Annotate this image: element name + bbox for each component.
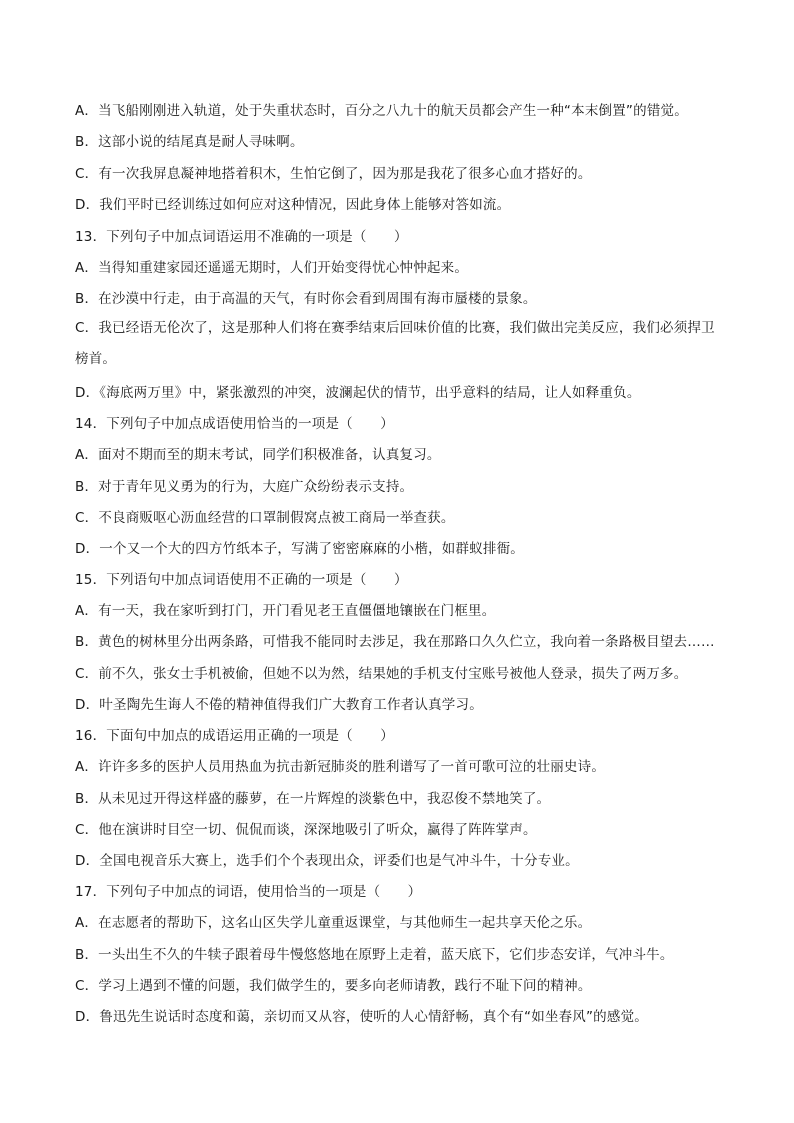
question-15: 15．下列语句中加点词语使用不正确的一项是（ ）: [75, 572, 408, 588]
question-16-option-c: C．他在演讲时目空一切、侃侃而谈，深深地吸引了听众，赢得了阵阵掌声。: [75, 822, 537, 838]
question-15-option-a: A．有一天，我在家听到打门，开门看见老王直僵僵地镶嵌在门框里。: [75, 603, 496, 619]
option-c-line: C．有一次我屏息凝神地搭着积木，生怕它倒了，因为那是我花了很多心血才搭好的。: [75, 166, 592, 182]
question-16-option-a: A．许许多多的医护人员用热血为抗击新冠肺炎的胜利谱写了一首可歌可泣的壮丽史诗。: [75, 759, 606, 775]
question-14-option-b: B．对于青年见义勇为的行为，大庭广众纷纷表示支持。: [75, 479, 414, 495]
option-a-line: A．当飞船刚刚进入轨道，处于失重状态时，百分之八九十的航天员都会产生一种“本末倒置”的错觉。: [75, 103, 688, 119]
question-13-option-a: A．当得知重建家园还遥遥无期时，人们开始变得忧心忡忡起来。: [75, 260, 469, 276]
option-d-line: D．我们平时已经训练过如何应对这种情况，因此身体上能够对答如流。: [75, 197, 511, 213]
question-17-option-d: D．鲁迅先生说话时态度和蔼，亲切而又从容，使听的人心情舒畅，真个有“如坐春风”的感觉。: [75, 1009, 648, 1025]
question-14-option-a: A．面对不期而至的期末考试，同学们积极准备，认真复习。: [75, 447, 441, 463]
question-14: 14．下列句子中加点成语使用恰当的一项是（ ）: [75, 416, 394, 432]
question-17-option-b: B．一头出生不久的牛犊子跟着母牛慢悠悠地在原野上走着，蓝天底下，它们步态安详，气冲斗牛。: [75, 947, 674, 963]
question-13: 13．下列句子中加点词语运用不准确的一项是（ ）: [75, 229, 408, 245]
question-15-option-c: C．前不久，张女士手机被偷，但她不以为然，结果她的手机支付宝账号被他人登录，损失了两万多。: [75, 666, 688, 682]
question-13-option-d: D．《海底两万里》中，紧张激烈的冲突，波澜起伏的情节，出乎意料的结局，让人如释重负。: [75, 385, 641, 401]
question-15-option-d: D．叶圣陶先生诲人不倦的精神值得我们广大教育工作者认真学习。: [75, 697, 483, 713]
question-16: 16．下面句中加点的成语运用正确的一项是（ ）: [75, 728, 394, 744]
question-15-option-b: B．黄色的树林里分出两条路，可惜我不能同时去涉足，我在那路口久久伫立，我向着一条路极目望去……: [75, 634, 715, 650]
question-13-option-c: C．我已经语无伦次了，这是那种人们将在赛季结束后回味价值的比赛，我们做出完美反应，我们必须捍卫榜首。: [75, 320, 715, 367]
question-17: 17．下列句子中加点的词语，使用恰当的一项是（ ）: [75, 884, 422, 900]
question-14-option-c: C．不良商贩呕心沥血经营的口罩制假窝点被工商局一举查获。: [75, 510, 455, 526]
question-17-option-c: C．学习上遇到不懂的问题，我们做学生的，要多向老师请教，践行不耻下问的精神。: [75, 978, 592, 994]
question-13-option-b: B．在沙漠中行走，由于高温的天气，有时你会看到周围有海市蜃楼的景象。: [75, 291, 537, 307]
option-b-line: B．这部小说的结尾真是耐人寻味啊。: [75, 134, 304, 150]
question-16-option-b: B．从未见过开得这样盛的藤萝，在一片辉煌的淡紫色中，我忍俊不禁地笑了。: [75, 791, 551, 807]
question-14-option-d: D．一个又一个大的四方竹纸本子，写满了密密麻麻的小楷，如群蚁排衙。: [75, 541, 524, 557]
question-16-option-d: D．全国电视音乐大赛上，选手们个个表现出众，评委们也是气冲斗牛，十分专业。: [75, 853, 579, 869]
question-17-option-a: A．在志愿者的帮助下，这名山区失学儿童重返课堂，与其他师生一起共享天伦之乐。: [75, 915, 592, 931]
